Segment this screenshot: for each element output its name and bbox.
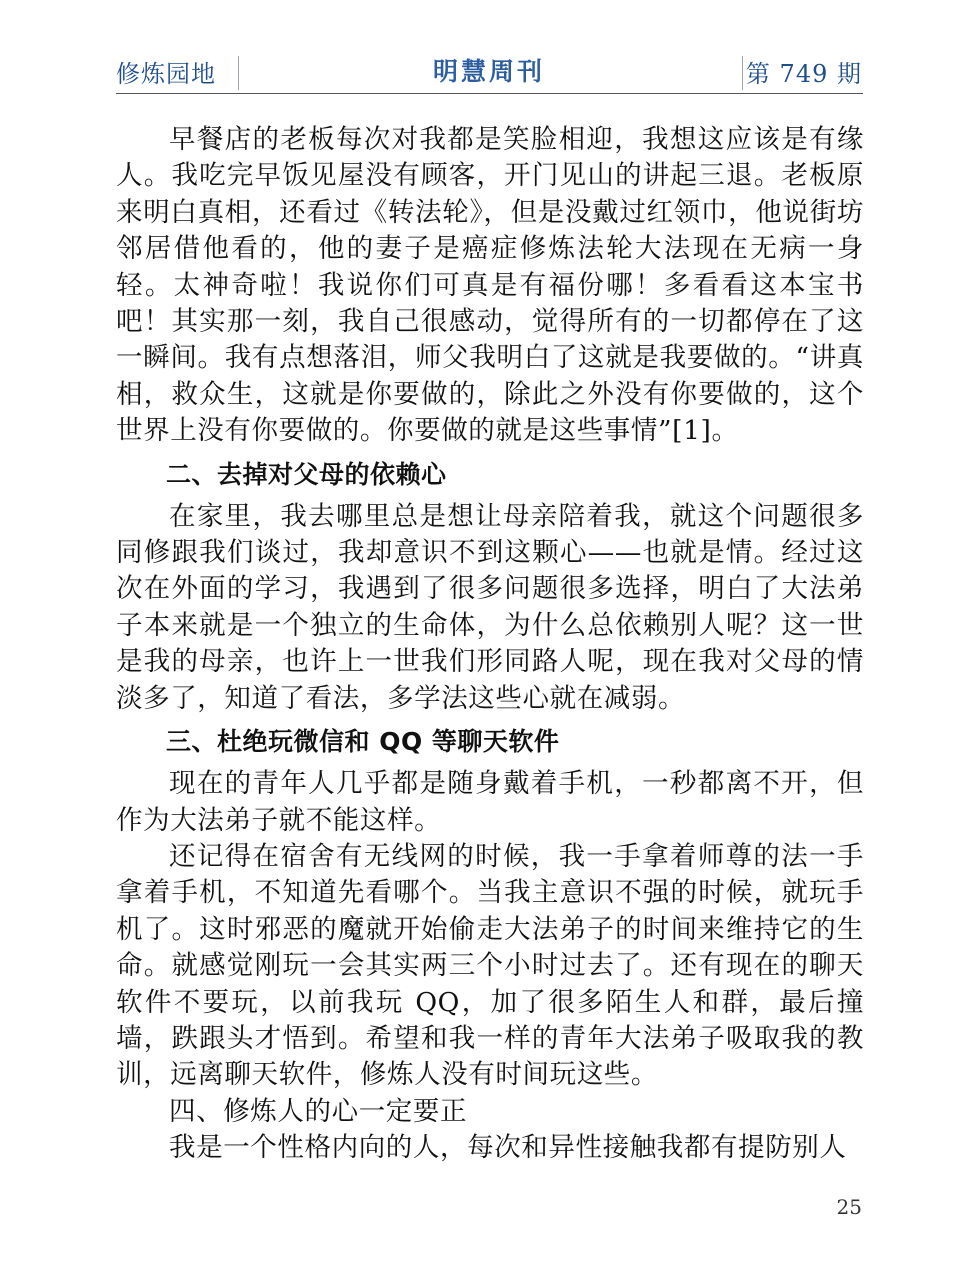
paragraph: 还记得在宿舍有无线网的时候，我一手拿着师尊的法一手拿着手机，不知道先看哪个。当我主意识不强的时候，就玩手机了。这时邪恶的魔就开始偷走大法弟子的时间来维持它的生命。就感觉刚玩一会其实两三个小时过去了。还有现在的聊天软件不要玩，以前我玩 QQ，加了很多陌生人和群，最后撞墙，跌跟头才悟到。希望和我一样的青年大法弟子吸取我的教训，远离聊天软件，修炼人没有时间玩这些。 bbox=[116, 840, 864, 1091]
page-number: 25 bbox=[836, 1195, 862, 1219]
issue-number: 第 749 期 bbox=[745, 60, 862, 88]
section-heading: 四、修炼人的心一定要正 bbox=[169, 1095, 468, 1127]
page-header bbox=[116, 50, 862, 94]
section-heading: 二、去掉对父母的依赖心 bbox=[166, 459, 447, 489]
section-heading: 三、杜绝玩微信和 QQ 等聊天软件 bbox=[166, 727, 560, 757]
publication-title: 明慧周刊 bbox=[432, 57, 545, 86]
paragraph: 早餐店的老板每次对我都是笑脸相迎，我想这应该是有缘人。我吃完早饭见屋没有顾客，开门见山的讲起三退。老板原来明白真相，还看过《转法轮》，但是没戴过红领巾，他说街坊邻居借他看的，他的妻子是癌症修炼法轮大法现在无病一身轻。太神奇啦！我说你们可真是有福份哪！多看看这本宝书吧！其实那一刻，我自己很感动，觉得所有的一切都停在了这一瞬间。我有点想落泪，师父我明白了这就是我要做的。“讲真相，救众生，这就是你要做的，除此之外没有你要做的，这个世界上没有你要做的。你要做的就是这些事情”[1]。 bbox=[116, 124, 864, 447]
header-divider-right bbox=[742, 56, 743, 90]
section-label: 修炼园地 bbox=[116, 60, 216, 88]
paragraph: 现在的青年人几乎都是随身戴着手机，一秒都离不开，但作为大法弟子就不能这样。 bbox=[116, 768, 864, 836]
header-rule bbox=[116, 93, 863, 94]
article-body bbox=[116, 122, 864, 1167]
paragraph: 在家里，我去哪里总是想让母亲陪着我，就这个问题很多同修跟我们谈过，我却意识不到这颗心——也就是情。经过这次在外面的学习，我遇到了很多问题很多选择，明白了大法弟子本来就是一个独立的生命体，为什么总依赖别人呢？这一世是我的母亲，也许上一世我们形同路人呢，现在我对父母的情淡多了，知道了看法，多学法这些心就在减弱。 bbox=[116, 500, 864, 714]
paragraph: 我是一个性格内向的人，每次和异性接触我都有提防别人 bbox=[169, 1132, 847, 1164]
